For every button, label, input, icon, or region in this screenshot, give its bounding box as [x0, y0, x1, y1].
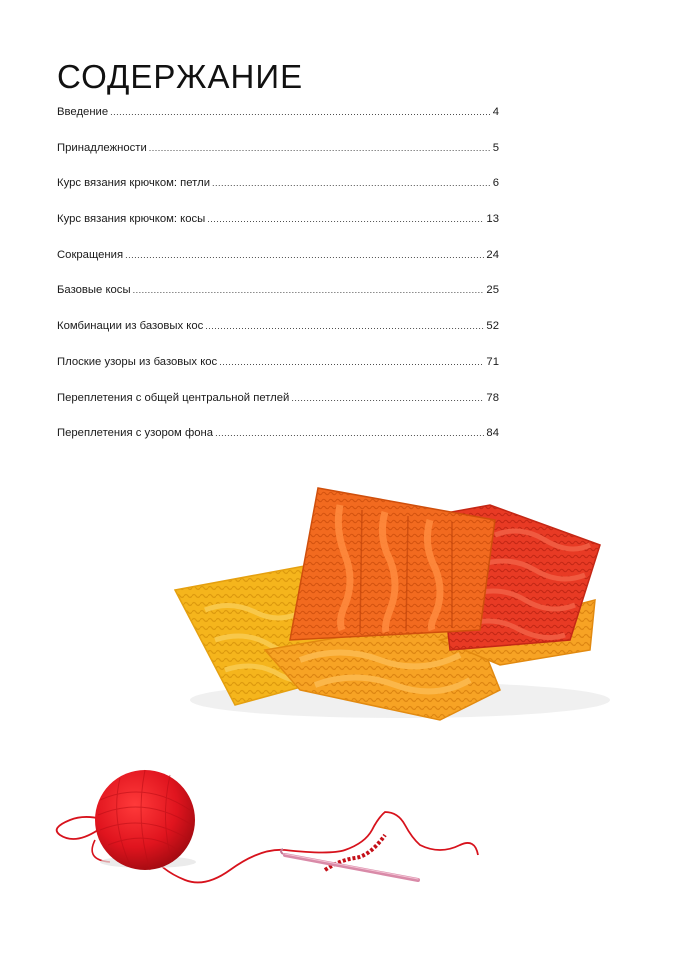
toc-leader-dots	[125, 250, 484, 260]
toc-entry-label: Курс вязания крючком: петли	[57, 177, 211, 190]
toc-entry[interactable]	[57, 320, 499, 356]
toc-leader-dots	[291, 393, 484, 403]
toc-entry-page: 71	[486, 355, 499, 368]
toc-entry-page: 78	[486, 391, 499, 404]
toc-entry[interactable]	[57, 213, 499, 249]
knitted-swatches-image	[175, 488, 610, 720]
toc-leader-dots	[207, 214, 484, 224]
toc-entry-label: Переплетения с узором фона	[57, 427, 214, 440]
toc-entry-page: 84	[486, 427, 499, 440]
toc-entry[interactable]	[57, 249, 499, 285]
toc-leader-dots	[149, 143, 491, 153]
toc-entry[interactable]	[57, 177, 499, 213]
toc-entry-page: 52	[486, 320, 499, 333]
toc-entry-label: Курс вязания крючком: косы	[57, 213, 206, 226]
toc-entry[interactable]	[57, 284, 499, 320]
toc-entry[interactable]	[57, 142, 499, 178]
toc-entry-label: Введение	[57, 106, 109, 118]
toc-entry[interactable]	[57, 106, 499, 142]
toc-entry[interactable]	[57, 356, 499, 392]
toc-entry-page: 4	[492, 106, 499, 118]
toc-entry-label: Плоские узоры из базовых кос	[57, 355, 218, 368]
yarn-ball-and-hook-image	[57, 770, 478, 882]
table-of-contents	[57, 106, 499, 463]
crochet-illustration	[0, 470, 690, 910]
toc-leader-dots	[212, 178, 491, 188]
toc-entry-page: 24	[486, 248, 499, 261]
toc-entry-label: Переплетения с общей центральной петлей	[57, 391, 290, 404]
toc-entry[interactable]	[57, 392, 499, 428]
toc-entry-page: 6	[492, 177, 499, 190]
toc-leader-dots	[215, 428, 484, 438]
toc-entry-label: Базовые косы	[57, 284, 131, 297]
toc-entry-page: 25	[486, 284, 499, 297]
toc-leader-dots	[133, 285, 485, 295]
page-title: СОДЕРЖАНИЕ	[57, 58, 304, 95]
toc-entry-label: Комбинации из базовых кос	[57, 320, 204, 333]
toc-leader-dots	[219, 357, 484, 367]
toc-leader-dots	[110, 107, 491, 117]
toc-entry[interactable]	[57, 427, 499, 463]
toc-leader-dots	[205, 321, 484, 331]
toc-entry-label: Принадлежности	[57, 141, 147, 154]
toc-entry-page: 5	[492, 141, 499, 154]
toc-entry-label: Сокращения	[57, 248, 124, 261]
toc-entry-page: 13	[486, 213, 499, 226]
